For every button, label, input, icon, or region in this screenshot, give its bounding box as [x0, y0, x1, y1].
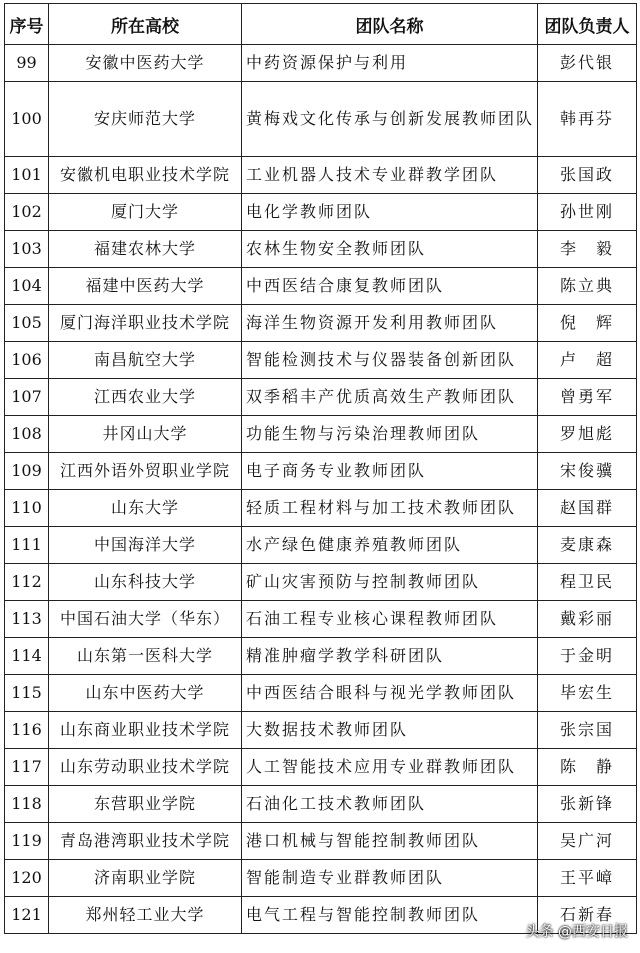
row-school: 中国石油大学（华东）	[49, 601, 242, 638]
row-school: 安庆师范大学	[49, 82, 242, 157]
row-number: 116	[5, 712, 49, 749]
row-number: 119	[5, 823, 49, 860]
row-team-name: 海洋生物资源开发利用教师团队	[242, 305, 538, 342]
table-row	[5, 342, 637, 379]
row-number: 103	[5, 231, 49, 268]
header-number: 序号	[5, 4, 49, 45]
row-number: 121	[5, 897, 49, 934]
row-number: 104	[5, 268, 49, 305]
row-leader: 毕宏生	[538, 675, 637, 712]
row-leader: 倪 辉	[538, 305, 637, 342]
row-team-name: 电化学教师团队	[242, 194, 538, 231]
row-school: 山东科技大学	[49, 564, 242, 601]
table-row	[5, 564, 637, 601]
row-number: 111	[5, 527, 49, 564]
row-number: 115	[5, 675, 49, 712]
table-row	[5, 416, 637, 453]
row-school: 山东第一医科大学	[49, 638, 242, 675]
table-row	[5, 601, 637, 638]
header-school: 所在高校	[49, 4, 242, 45]
row-team-name: 水产绿色健康养殖教师团队	[242, 527, 538, 564]
row-number: 110	[5, 490, 49, 527]
table-row	[5, 305, 637, 342]
row-leader: 张宗国	[538, 712, 637, 749]
row-school: 江西外语外贸职业学院	[49, 453, 242, 490]
row-leader: 麦康森	[538, 527, 637, 564]
row-team-name: 工业机器人技术专业群教学团队	[242, 157, 538, 194]
table-row	[5, 157, 637, 194]
row-number: 108	[5, 416, 49, 453]
row-team-name: 精准肿瘤学教学科研团队	[242, 638, 538, 675]
row-team-name: 功能生物与污染治理教师团队	[242, 416, 538, 453]
row-leader: 赵国群	[538, 490, 637, 527]
row-school: 中国海洋大学	[49, 527, 242, 564]
table-row	[5, 638, 637, 675]
row-leader: 王平嶂	[538, 860, 637, 897]
table-row	[5, 379, 637, 416]
header-team-leader: 团队负责人	[538, 4, 637, 45]
row-leader: 彭代银	[538, 45, 637, 82]
table-row	[5, 453, 637, 490]
row-leader: 程卫民	[538, 564, 637, 601]
row-school: 厦门大学	[49, 194, 242, 231]
row-leader: 韩再芬	[538, 82, 637, 157]
table-header-row	[5, 4, 637, 45]
table-row	[5, 860, 637, 897]
row-leader: 石新春	[538, 897, 637, 934]
row-school: 郑州轻工业大学	[49, 897, 242, 934]
row-team-name: 电气工程与智能控制教师团队	[242, 897, 538, 934]
row-leader: 戴彩丽	[538, 601, 637, 638]
row-number: 120	[5, 860, 49, 897]
row-school: 山东商业职业技术学院	[49, 712, 242, 749]
row-school: 安徽中医药大学	[49, 45, 242, 82]
table-row	[5, 749, 637, 786]
row-team-name: 智能制造专业群教师团队	[242, 860, 538, 897]
row-leader: 曾勇军	[538, 379, 637, 416]
table-row	[5, 675, 637, 712]
table-row	[5, 490, 637, 527]
row-leader: 卢 超	[538, 342, 637, 379]
row-leader: 陈 静	[538, 749, 637, 786]
row-school: 青岛港湾职业技术学院	[49, 823, 242, 860]
row-team-name: 石油工程专业核心课程教师团队	[242, 601, 538, 638]
row-team-name: 大数据技术教师团队	[242, 712, 538, 749]
row-number: 117	[5, 749, 49, 786]
row-leader: 张国政	[538, 157, 637, 194]
row-team-name: 石油化工技术教师团队	[242, 786, 538, 823]
source-watermark: 头条 @西安日报	[525, 924, 628, 940]
row-number: 99	[5, 45, 49, 82]
row-team-name: 智能检测技术与仪器装备创新团队	[242, 342, 538, 379]
table-row	[5, 268, 637, 305]
row-number: 113	[5, 601, 49, 638]
row-number: 114	[5, 638, 49, 675]
row-team-name: 电子商务专业教师团队	[242, 453, 538, 490]
row-team-name: 双季稻丰产优质高效生产教师团队	[242, 379, 538, 416]
row-leader: 吴广河	[538, 823, 637, 860]
row-leader: 孙世刚	[538, 194, 637, 231]
row-number: 102	[5, 194, 49, 231]
row-school: 济南职业学院	[49, 860, 242, 897]
row-team-name: 农林生物安全教师团队	[242, 231, 538, 268]
table-row	[5, 45, 637, 82]
row-leader: 陈立典	[538, 268, 637, 305]
row-team-name: 港口机械与智能控制教师团队	[242, 823, 538, 860]
row-leader: 张新锋	[538, 786, 637, 823]
team-list-table	[4, 3, 637, 934]
row-team-name: 矿山灾害预防与控制教师团队	[242, 564, 538, 601]
row-leader: 罗旭彪	[538, 416, 637, 453]
row-team-name: 黄梅戏文化传承与创新发展教师团队	[242, 82, 538, 157]
row-school: 山东中医药大学	[49, 675, 242, 712]
row-school: 井冈山大学	[49, 416, 242, 453]
row-team-name: 轻质工程材料与加工技术教师团队	[242, 490, 538, 527]
row-school: 福建中医药大学	[49, 268, 242, 305]
table-row	[5, 527, 637, 564]
row-number: 112	[5, 564, 49, 601]
row-team-name: 人工智能技术应用专业群教师团队	[242, 749, 538, 786]
row-school: 东营职业学院	[49, 786, 242, 823]
row-school: 福建农林大学	[49, 231, 242, 268]
row-school: 山东大学	[49, 490, 242, 527]
row-number: 101	[5, 157, 49, 194]
row-number: 106	[5, 342, 49, 379]
row-number: 107	[5, 379, 49, 416]
row-school: 山东劳动职业技术学院	[49, 749, 242, 786]
row-school: 安徽机电职业技术学院	[49, 157, 242, 194]
row-school: 南昌航空大学	[49, 342, 242, 379]
row-team-name: 中西医结合眼科与视光学教师团队	[242, 675, 538, 712]
row-number: 100	[5, 82, 49, 157]
table-row	[5, 231, 637, 268]
table-row	[5, 786, 637, 823]
table-row	[5, 82, 637, 157]
row-number: 118	[5, 786, 49, 823]
table-row	[5, 712, 637, 749]
row-school: 江西农业大学	[49, 379, 242, 416]
row-leader: 宋俊骥	[538, 453, 637, 490]
row-number: 109	[5, 453, 49, 490]
row-team-name: 中药资源保护与利用	[242, 45, 538, 82]
row-leader: 李 毅	[538, 231, 637, 268]
row-team-name: 中西医结合康复教师团队	[242, 268, 538, 305]
table-row	[5, 823, 637, 860]
row-leader: 于金明	[538, 638, 637, 675]
header-team-name: 团队名称	[242, 4, 538, 45]
table-row	[5, 194, 637, 231]
row-school: 厦门海洋职业技术学院	[49, 305, 242, 342]
row-number: 105	[5, 305, 49, 342]
